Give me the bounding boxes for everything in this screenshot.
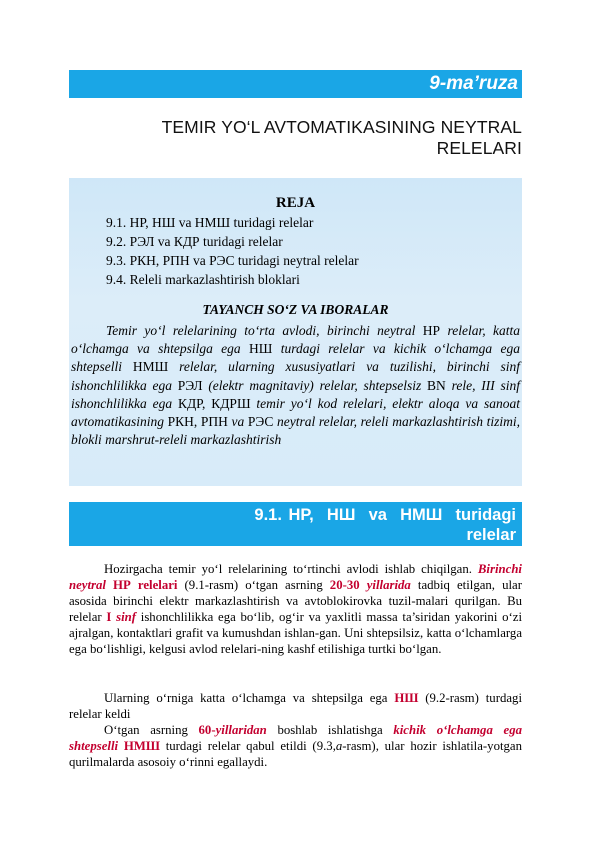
plan-item: 9.4. Releli markazlashtirish bloklari bbox=[106, 272, 300, 287]
lecture-header-bar bbox=[69, 70, 522, 98]
section-heading-line1: 9.1. НР, НШ va НМШ turidagi bbox=[254, 506, 516, 524]
plan-box bbox=[69, 178, 522, 486]
plan-item: 9.2. РЭЛ va КДР turidagi relelar bbox=[106, 234, 283, 249]
section-heading-line2: relelar bbox=[466, 526, 516, 544]
page-title bbox=[69, 117, 522, 159]
page-title-line1: TEMIR YO‘L AVTOMATIKASINING NEYTRAL bbox=[161, 117, 522, 137]
keywords-text: Temir yo‘l relelarining to‘rta avlodi, birinchi neytral НР relelar, katta o‘lchamga va shtepsilga ega НШ turdagi relelar va kichik o‘lchamga ega shtepselli НМШ relelar, ularning xususiyatlari va tuzilishi, birinchi sinf ishonchlilikka ega РЭЛ (elektr magnitaviy) relelar, shtepselsiz BN rele, III sinf ishonchlilikka ega КДР, КДРШ temir yo‘l kod relelari, elektr aloqa va sanoat avtomatikasining РКН, РПН va РЭС neytral relelar, releli markazlashtirish tizimi, blokli marshrut-releli markazlashtirish bbox=[71, 323, 520, 448]
page-title-line2: RELELARI bbox=[436, 138, 522, 158]
keywords-heading: TAYANCH SO‘Z VA IBORALAR bbox=[202, 302, 389, 317]
plan-item: 9.1. НР, НШ va НМШ turidagi relelar bbox=[106, 215, 314, 230]
plan-item: 9.3. РКН, РПН va РЭС turidagi neytral relelar bbox=[106, 253, 359, 268]
lecture-number: 9-ma’ruza bbox=[429, 73, 518, 94]
plan-heading: REJA bbox=[275, 195, 316, 211]
paragraph-1: Hozirgacha temir yo‘l relelarining to‘rtinchi avlodi ishlab chiqilgan. Birinchi neytral НР relelari (9.1-rasm) o‘tgan asrning 20-30 yillarida tadbiq etilgan, ular asosida birinchi elektr markazlashtirish va avtoblokirovka tuzil-malari qurilgan. Bu relelar I sinf ishonchlilikka ega bo‘lib, og‘ir va yaxlitli massa ta’siridan yakorini o‘zi ajralgan, kontaktlari grafit va kumushdan ishlan-gan. Uni shtepsilsiz, katta o‘lchamlarga ega bo‘lishligi, kelgusi avlod relelari-ning kashf etilishiga turtki bo‘lgan. bbox=[69, 562, 522, 657]
paragraph-2: Ularning o‘rniga katta o‘lchamga va shtepsilga ega НШ (9.2-rasm) turdagi relelar keldi bbox=[69, 691, 522, 722]
section-heading-bar bbox=[69, 502, 522, 546]
paragraph-3: O‘tgan asrning 60-yillaridan boshlab ishlatishga kichik o‘lchamga ega shtepselli НМШ turdagi relelar qabul etildi (9.3,a-rasm), ular hozir ishlatila-yotgan qurilmalarda asosoiy o‘rinni egallaydi. bbox=[69, 723, 522, 770]
